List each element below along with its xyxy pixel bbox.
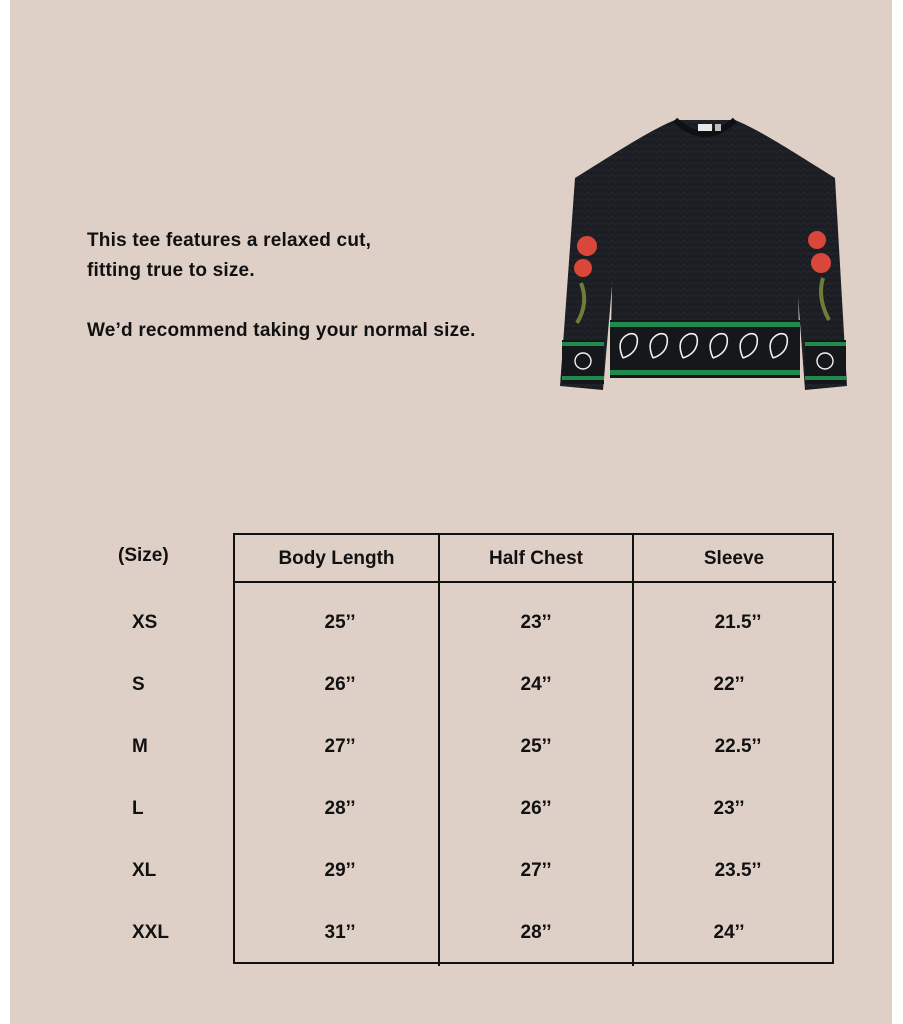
cell-sleeve: 22.5’’ (714, 736, 762, 757)
cell-sleeve: 23.5’’ (714, 860, 762, 881)
cell-body-length: 26’’ (324, 674, 356, 695)
cell-half-chest: 26’’ (520, 798, 552, 819)
intro-text (87, 226, 557, 346)
cell-body-length: 27’’ (324, 736, 356, 757)
header-half-chest: Half Chest (489, 548, 583, 569)
size-label: L (132, 798, 144, 819)
header-body-length: Body Length (278, 548, 395, 569)
cell-half-chest: 28’’ (520, 922, 552, 943)
intro-line-3: We’d recommend taking your normal size. (87, 320, 476, 341)
cell-sleeve: 23’’ (713, 798, 745, 819)
cell-body-length: 28’’ (324, 798, 356, 819)
size-label: XXL (132, 922, 169, 943)
cell-half-chest: 24’’ (520, 674, 552, 695)
size-label: XL (132, 860, 157, 881)
cell-body-length: 31’’ (324, 922, 356, 943)
size-label: XS (132, 612, 158, 633)
size-label: S (132, 674, 145, 695)
cell-half-chest: 23’’ (520, 612, 552, 633)
cell-body-length: 29’’ (324, 860, 356, 881)
cell-sleeve: 24’’ (713, 922, 745, 943)
intro-line-1: This tee features a relaxed cut, (87, 230, 372, 251)
intro-line-2: fitting true to size. (87, 260, 255, 281)
rose-icon (577, 236, 597, 256)
header-divider (233, 581, 836, 583)
cell-half-chest: 27’’ (520, 860, 552, 881)
cell-sleeve: 22’’ (713, 674, 745, 695)
sweater-image (555, 108, 855, 398)
size-label: M (132, 736, 148, 757)
size-column-header: (Size) (118, 545, 169, 566)
header-sleeve: Sleeve (703, 548, 765, 569)
cell-body-length: 25’’ (324, 612, 356, 633)
cell-half-chest: 25’’ (520, 736, 552, 757)
cell-sleeve: 21.5’’ (714, 612, 762, 633)
